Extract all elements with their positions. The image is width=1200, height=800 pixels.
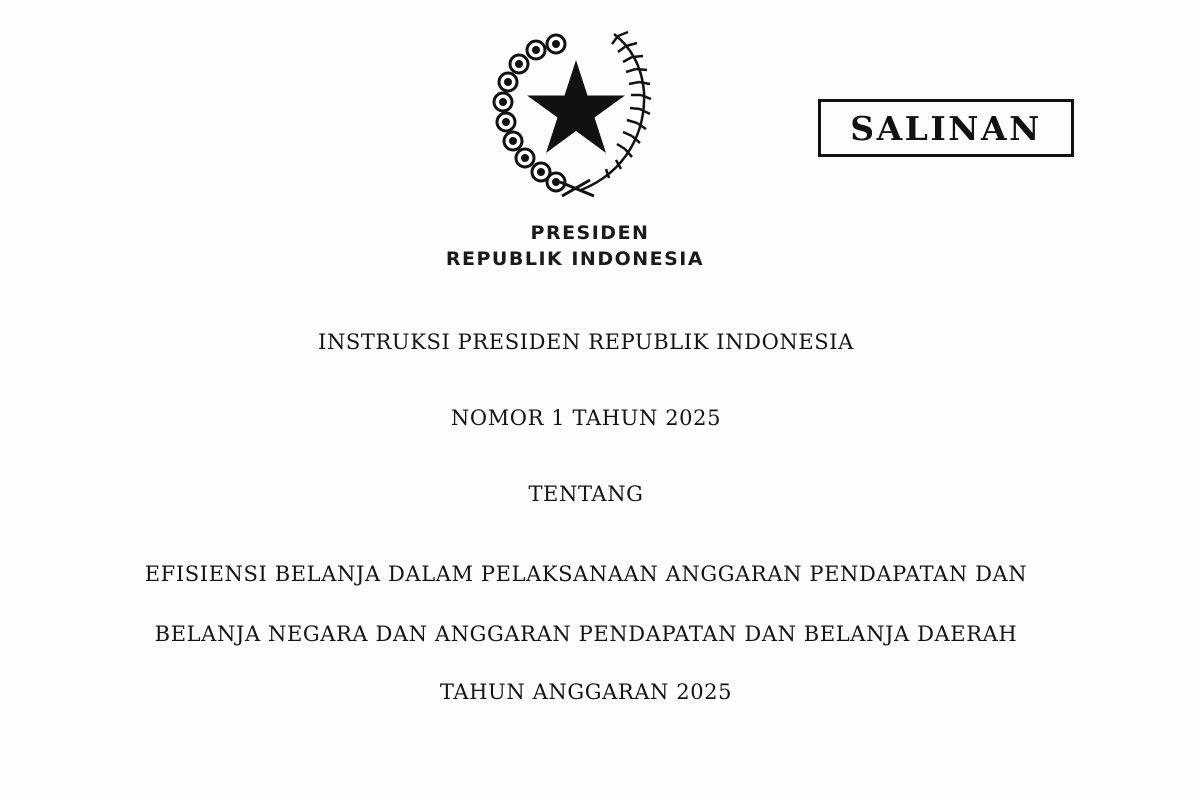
document-title: INSTRUKSI PRESIDEN REPUBLIK INDONESIA [318,330,854,354]
subject-line: TAHUN ANGGARAN 2025 [439,680,733,704]
document-number: NOMOR 1 TAHUN 2025 [450,406,722,430]
issuer-country: REPUBLIK INDONESIA [445,248,705,270]
star-icon [527,60,625,153]
subject-line: BELANJA NEGARA DAN ANGGARAN PENDAPATAN DAN BELANJA DAERAH [154,622,1018,646]
copy-stamp: SALINAN [818,99,1074,157]
subject-line: EFISIENSI BELANJA DALAM PELAKSANAAN ANGGARAN PENDAPATAN DAN [144,562,1028,586]
issuer-title: PRESIDEN [530,222,650,244]
presidential-seal-icon [486,22,666,202]
about-label: TENTANG [528,482,644,506]
